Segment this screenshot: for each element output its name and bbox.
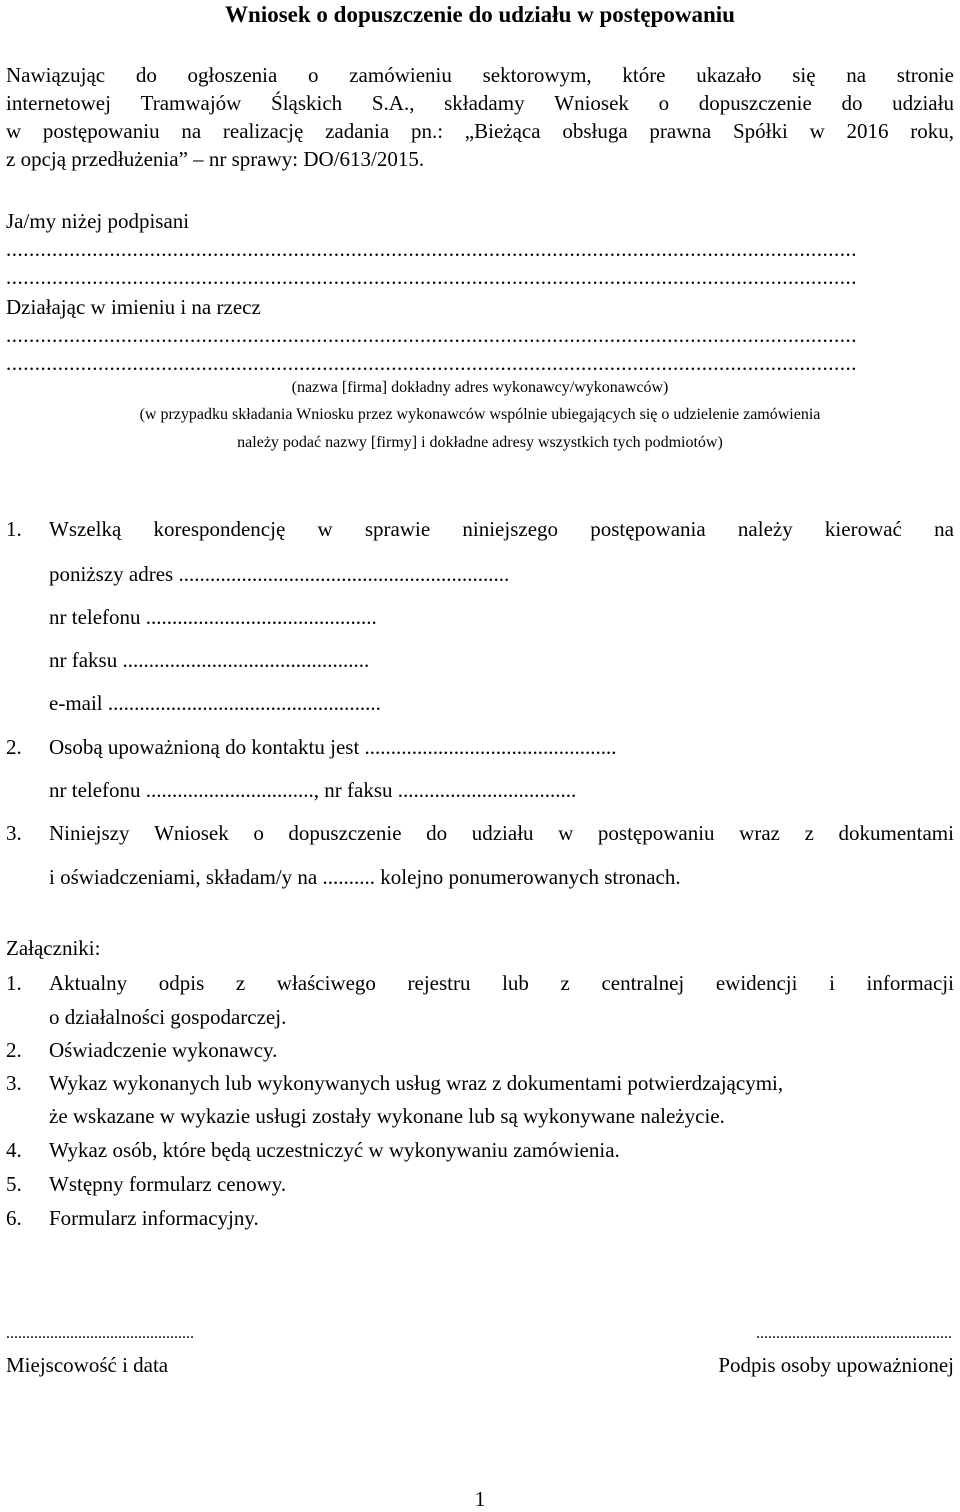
item-1-line-1 xyxy=(49,516,954,542)
word: postępowania xyxy=(590,517,706,541)
word: o xyxy=(253,821,264,845)
joint-bid-note-2: należy podać nazwy [firmy] i dokładne adresy wszystkich tych podmiotów) xyxy=(237,434,723,451)
word: na xyxy=(181,119,202,143)
word: „Bieżąca xyxy=(464,119,541,143)
signatories-label: Ja/my niżej podpisani xyxy=(6,209,190,233)
page-number: 1 xyxy=(474,1487,486,1511)
word: dokumentami xyxy=(838,821,954,845)
word: Wszelką xyxy=(49,517,122,541)
attachment-3-line-2: że wskazane w wykazie usługi zostały wykonane lub są wykonywane należycie. xyxy=(49,1104,725,1128)
item-2-number: 2. xyxy=(6,735,22,759)
document-title: Wniosek o dopuszczenie do udziału w postępowaniu xyxy=(225,2,735,27)
word: składamy xyxy=(444,91,525,115)
attachment-1-line-1 xyxy=(49,970,954,996)
contractor-name-note: (nazwa [firma] dokładny adres wykonawcy/wykonawców) xyxy=(291,379,669,396)
word: Wniosek xyxy=(154,821,229,845)
word: które xyxy=(622,63,666,87)
attachments-heading: Załączniki: xyxy=(6,936,101,960)
word: należy xyxy=(737,517,793,541)
word: Nawiązując xyxy=(6,63,106,87)
word: się xyxy=(792,63,816,87)
intro-line-3 xyxy=(6,118,954,144)
word: w xyxy=(558,821,574,845)
word: lub xyxy=(502,971,529,995)
word: obsługa xyxy=(562,119,628,143)
word: ewidencji xyxy=(715,971,798,995)
word: postępowaniu xyxy=(42,119,160,143)
word: o xyxy=(658,91,670,115)
attachment-1-line-2: o działalności gospodarczej. xyxy=(49,1005,287,1029)
word: internetowej xyxy=(6,91,111,115)
word: postępowaniu xyxy=(597,821,715,845)
word: zadania xyxy=(325,119,390,143)
word: Śląskich xyxy=(271,91,343,115)
word: realizację xyxy=(222,119,304,143)
contact-person: Osobą upoważnioną do kontaktu jest ................................................ xyxy=(49,735,617,759)
word: do xyxy=(841,91,863,115)
acting-dots-1: .................................................................................................................................................... xyxy=(6,323,857,347)
attachment-5-number: 5. xyxy=(6,1172,22,1196)
place-date-dots: ............................................... xyxy=(6,1325,194,1342)
acting-label: Działając w imieniu i na rzecz xyxy=(6,295,261,319)
item-1-number: 1. xyxy=(6,517,22,541)
word: prawna xyxy=(649,119,712,143)
word: pn.: xyxy=(410,119,444,143)
item-3-line-2: i oświadczeniami, składam/y na .......... kolejno ponumerowanych stronach. xyxy=(49,865,681,889)
word: z xyxy=(804,821,814,845)
word: do xyxy=(135,63,157,87)
joint-bid-note-1: (w przypadku składania Wniosku przez wykonawców wspólnie ubiegających się o udzielenie zamówienia xyxy=(139,406,821,423)
word: udziału xyxy=(471,821,534,845)
word: udziału xyxy=(892,91,954,115)
word: Niniejszy xyxy=(49,821,130,845)
signature-dots: ................................................. xyxy=(756,1325,952,1342)
word: na xyxy=(846,63,867,87)
word: i xyxy=(829,971,835,995)
word: w xyxy=(6,119,22,143)
intro-line-4: z opcją przedłużenia” – nr sprawy: DO/613/2015. xyxy=(6,147,425,171)
word: wraz xyxy=(739,821,780,845)
word: odpis xyxy=(158,971,205,995)
intro-line-1 xyxy=(6,62,954,88)
correspondence-phone: nr telefonu ............................................ xyxy=(49,605,377,629)
word: na xyxy=(934,517,954,541)
correspondence-email: e-mail .................................................... xyxy=(49,691,381,715)
attachment-6-number: 6. xyxy=(6,1206,22,1230)
word: niniejszego xyxy=(462,517,559,541)
attachment-4-number: 4. xyxy=(6,1138,22,1162)
attachment-2-number: 2. xyxy=(6,1038,22,1062)
attachment-6: Formularz informacyjny. xyxy=(49,1206,259,1230)
attachment-1-number: 1. xyxy=(6,971,22,995)
acting-dots-2: .................................................................................................................................................... xyxy=(6,351,857,375)
signatories-dots-1: .................................................................................................................................................... xyxy=(6,237,857,261)
word: S.A., xyxy=(371,91,415,115)
word: w xyxy=(809,119,825,143)
place-date-label: Miejscowość i data xyxy=(6,1353,169,1377)
item-3-line-1 xyxy=(49,820,954,846)
word: z xyxy=(560,971,570,995)
word: z xyxy=(235,971,246,995)
word: sektorowym, xyxy=(482,63,592,87)
contact-phone-fax: nr telefonu ................................, nr faksu .................................. xyxy=(49,778,577,802)
attachment-2: Oświadczenie wykonawcy. xyxy=(49,1038,278,1062)
word: centralnej xyxy=(601,971,685,995)
word: do xyxy=(426,821,448,845)
word: stronie xyxy=(896,63,954,87)
word: ogłoszenia xyxy=(187,63,278,87)
word: właściwego xyxy=(276,971,376,995)
correspondence-address: poniższy adres ............................................................... xyxy=(49,562,510,586)
word: Spółki xyxy=(732,119,788,143)
signatories-dots-2: .................................................................................................................................................... xyxy=(6,265,857,289)
word: Aktualny xyxy=(49,971,128,995)
attachment-3-number: 3. xyxy=(6,1071,22,1095)
attachment-4: Wykaz osób, które będą uczestniczyć w wykonywaniu zamówienia. xyxy=(49,1138,620,1162)
word: roku, xyxy=(910,119,954,143)
word: dopuszczenie xyxy=(288,821,402,845)
word: dopuszczenie xyxy=(698,91,812,115)
word: korespondencję xyxy=(153,517,286,541)
word: Wniosek xyxy=(554,91,629,115)
intro-line-2 xyxy=(6,90,954,116)
signature-label: Podpis osoby upoważnionej xyxy=(718,1353,954,1377)
item-3-number: 3. xyxy=(6,821,22,845)
attachment-3-line-1: Wykaz wykonanych lub wykonywanych usług wraz z dokumentami potwierdzającymi, xyxy=(49,1071,784,1095)
attachment-5: Wstępny formularz cenowy. xyxy=(49,1172,287,1196)
word: 2016 xyxy=(846,119,889,143)
word: ukazało xyxy=(696,63,762,87)
word: kierować xyxy=(824,517,902,541)
word: Tramwajów xyxy=(140,91,242,115)
word: o xyxy=(308,63,319,87)
word: sprawie xyxy=(364,517,431,541)
correspondence-fax: nr faksu ............................................... xyxy=(49,648,370,672)
word: w xyxy=(317,517,333,541)
word: rejestru xyxy=(407,971,471,995)
word: informacji xyxy=(866,971,954,995)
word: zamówieniu xyxy=(349,63,452,87)
